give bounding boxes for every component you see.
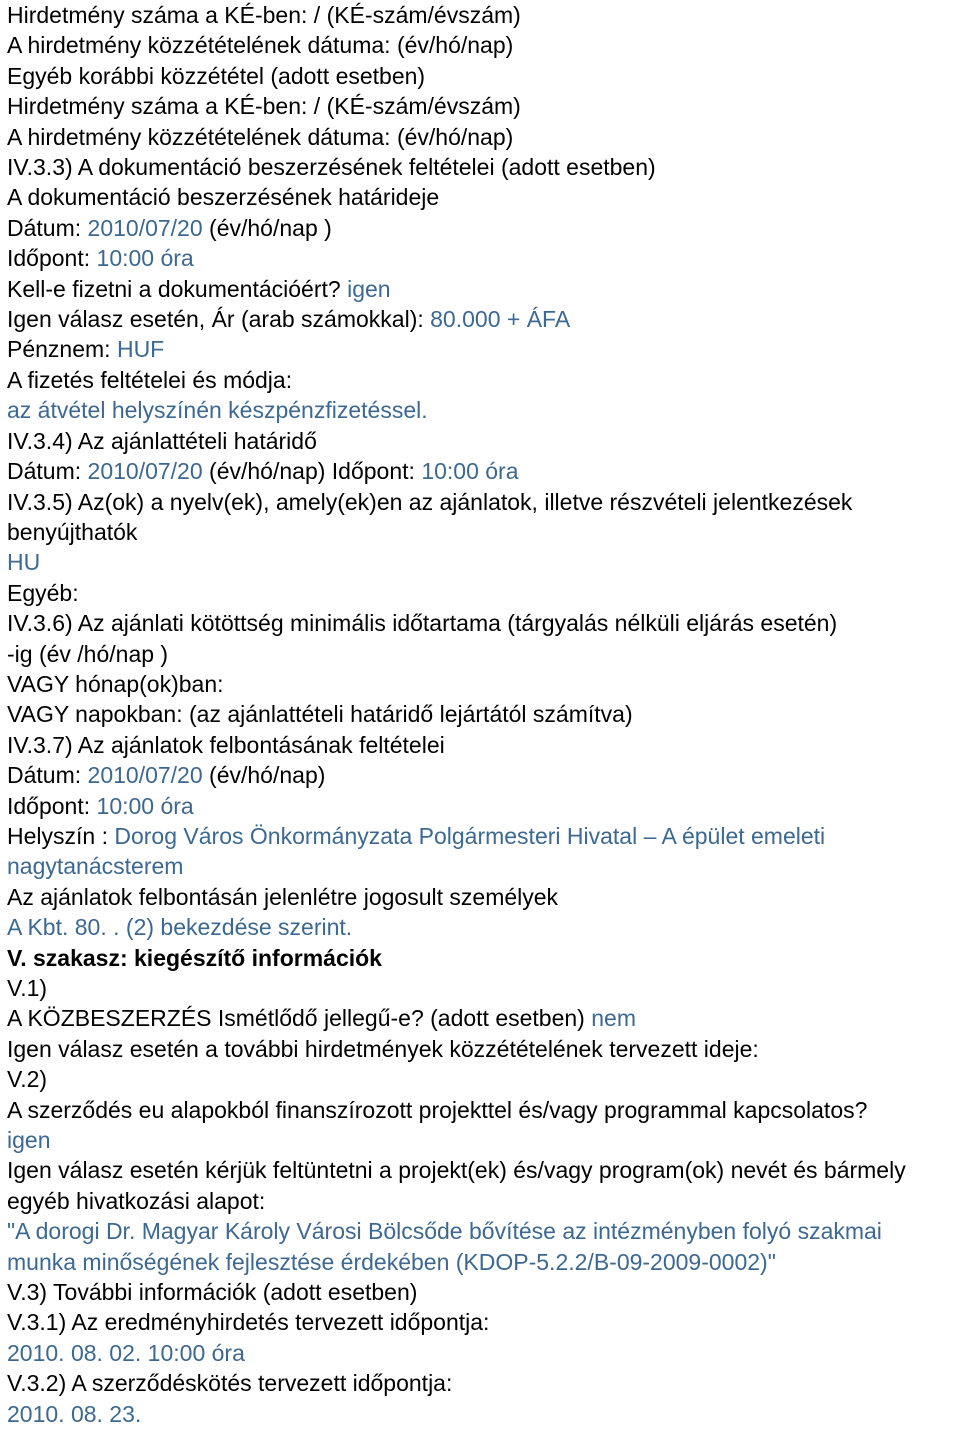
time-label: Időpont:	[7, 245, 91, 272]
opening-time-line	[7, 791, 960, 821]
location-value: Dorog Város Önkormányzata Polgármesteri Hivatal – A épület emeleti nagytanácsterem	[7, 822, 826, 880]
other-publication-line: Egyéb korábbi közzététel (adott esetben)	[7, 62, 426, 89]
date-format-and-time-label: (év/hó/nap) Időpont:	[209, 458, 415, 485]
documentation-date-line	[7, 213, 960, 243]
publication-date-line-2: A hirdetmény közzétételének dátuma: (év/hó/nap)	[7, 123, 514, 150]
section-v-1-label: V.1)	[7, 975, 48, 1001]
payment-required-value: igen	[347, 275, 391, 302]
time-label: Időpont:	[7, 792, 91, 819]
eu-funds-question: A szerződés eu alapokból finanszírozott projekttel és/vagy programmal kapcsolatos?	[7, 1096, 868, 1123]
currency-label: Pénznem:	[7, 336, 111, 363]
section-v-2-label: V.2)	[7, 1066, 48, 1093]
date-format: (év/hó/nap )	[209, 214, 332, 241]
date-label: Dátum:	[7, 762, 82, 789]
price-label: Igen válasz esetén, Ár (arab számokkal):	[7, 306, 424, 333]
opening-date-line	[7, 760, 960, 790]
date-value: 2010/07/20	[87, 762, 203, 789]
binding-until-line: -ig (év /hó/nap )	[7, 640, 169, 667]
date-format: (év/hó/nap)	[209, 762, 326, 789]
time-value: 10:00 óra	[96, 245, 194, 272]
date-label: Dátum:	[7, 458, 82, 485]
payment-required-line	[7, 274, 960, 304]
attendees-value: A Kbt. 80. . (2) bekezdése szerint.	[7, 914, 353, 941]
opening-location-line	[7, 821, 957, 882]
price-value: 80.000 + ÁFA	[430, 306, 571, 333]
language-value: HU	[7, 549, 41, 576]
currency-value: HUF	[116, 336, 165, 363]
price-line	[7, 304, 960, 334]
publication-date-line: A hirdetmény közzétételének dátuma: (év/hó/nap)	[7, 32, 514, 59]
section-iv-3-6-heading: IV.3.6) Az ajánlati kötöttség minimális időtartama (tárgyalás nélküli eljárás esetén)	[7, 610, 838, 637]
project-reference-value: "A dorogi Dr. Magyar Károly Városi Bölcsőde bővítése az intézményben folyó szakmai munka minőségének fejlesztése érdekében (KDOP-5.2.2/B-09-2009-0002)"	[7, 1218, 882, 1275]
documentation-deadline-label: A dokumentáció beszerzésének határideje	[7, 184, 440, 211]
time-value: 10:00 óra	[421, 458, 519, 485]
notice-number-line-2: Hirdetmény száma a KÉ-ben: / (KÉ-szám/évszám)	[7, 93, 521, 120]
date-label: Dátum:	[7, 214, 82, 241]
further-notices-label: Igen válasz esetén a további hirdetmények közzétételének tervezett ideje:	[7, 1035, 759, 1062]
payment-terms-value: az átvétel helyszínén készpénzfizetéssel.	[7, 397, 428, 424]
currency-line	[7, 334, 960, 364]
contract-date-value: 2010. 08. 23.	[7, 1400, 142, 1427]
section-iv-3-5-heading: IV.3.5) Az(ok) a nyelv(ek), amely(ek)en az ajánlatok, illetve részvételi jelentkezések benyújthatók	[7, 488, 853, 545]
attendees-label: Az ajánlatok felbontásán jelenlétre jogosult személyek	[7, 883, 559, 910]
binding-days-line: VAGY napokban: (az ajánlattételi határidő lejártától számítva)	[7, 701, 633, 728]
payment-terms-label: A fizetés feltételei és módja:	[7, 366, 293, 393]
recurring-value: nem	[591, 1005, 636, 1032]
section-iv-3-7-heading: IV.3.7) Az ajánlatok felbontásának feltételei	[7, 731, 445, 758]
tender-deadline-line	[7, 456, 960, 486]
binding-months-line: VAGY hónap(ok)ban:	[7, 670, 224, 697]
contract-date-label: V.3.2) A szerződéskötés tervezett időpontja:	[7, 1370, 453, 1397]
recurring-label: A KÖZBESZERZÉS Ismétlődő jellegű-e? (adott esetben)	[7, 1005, 585, 1032]
section-iv-3-4-heading: IV.3.4) Az ajánlattételi határidő	[7, 427, 317, 454]
other-language-label: Egyéb:	[7, 579, 79, 606]
eu-funds-value: igen	[7, 1127, 51, 1154]
recurring-line	[7, 1003, 960, 1033]
result-date-value: 2010. 08. 02. 10:00 óra	[7, 1339, 245, 1366]
section-v-3-heading: V.3) További információk (adott esetben)	[7, 1279, 418, 1306]
date-value: 2010/07/20	[87, 458, 203, 485]
time-value: 10:00 óra	[96, 792, 194, 819]
result-date-label: V.3.1) Az eredményhirdetés tervezett időpontja:	[7, 1309, 490, 1336]
project-reference-label: Igen válasz esetén kérjük feltüntetni a projekt(ek) és/vagy program(ok) nevét és bármely egyéb hivatkozási alapot:	[7, 1157, 906, 1214]
section-v-heading: V. szakasz: kiegészítő információk	[7, 944, 382, 971]
notice-number-line: Hirdetmény száma a KÉ-ben: / (KÉ-szám/évszám)	[7, 2, 521, 28]
location-label: Helyszín :	[7, 822, 108, 849]
payment-required-label: Kell-e fizetni a dokumentációért?	[7, 275, 341, 302]
date-value: 2010/07/20	[87, 214, 203, 241]
documentation-time-line	[7, 243, 960, 273]
section-iv-3-3-heading: IV.3.3) A dokumentáció beszerzésének feltételei (adott esetben)	[7, 154, 656, 181]
